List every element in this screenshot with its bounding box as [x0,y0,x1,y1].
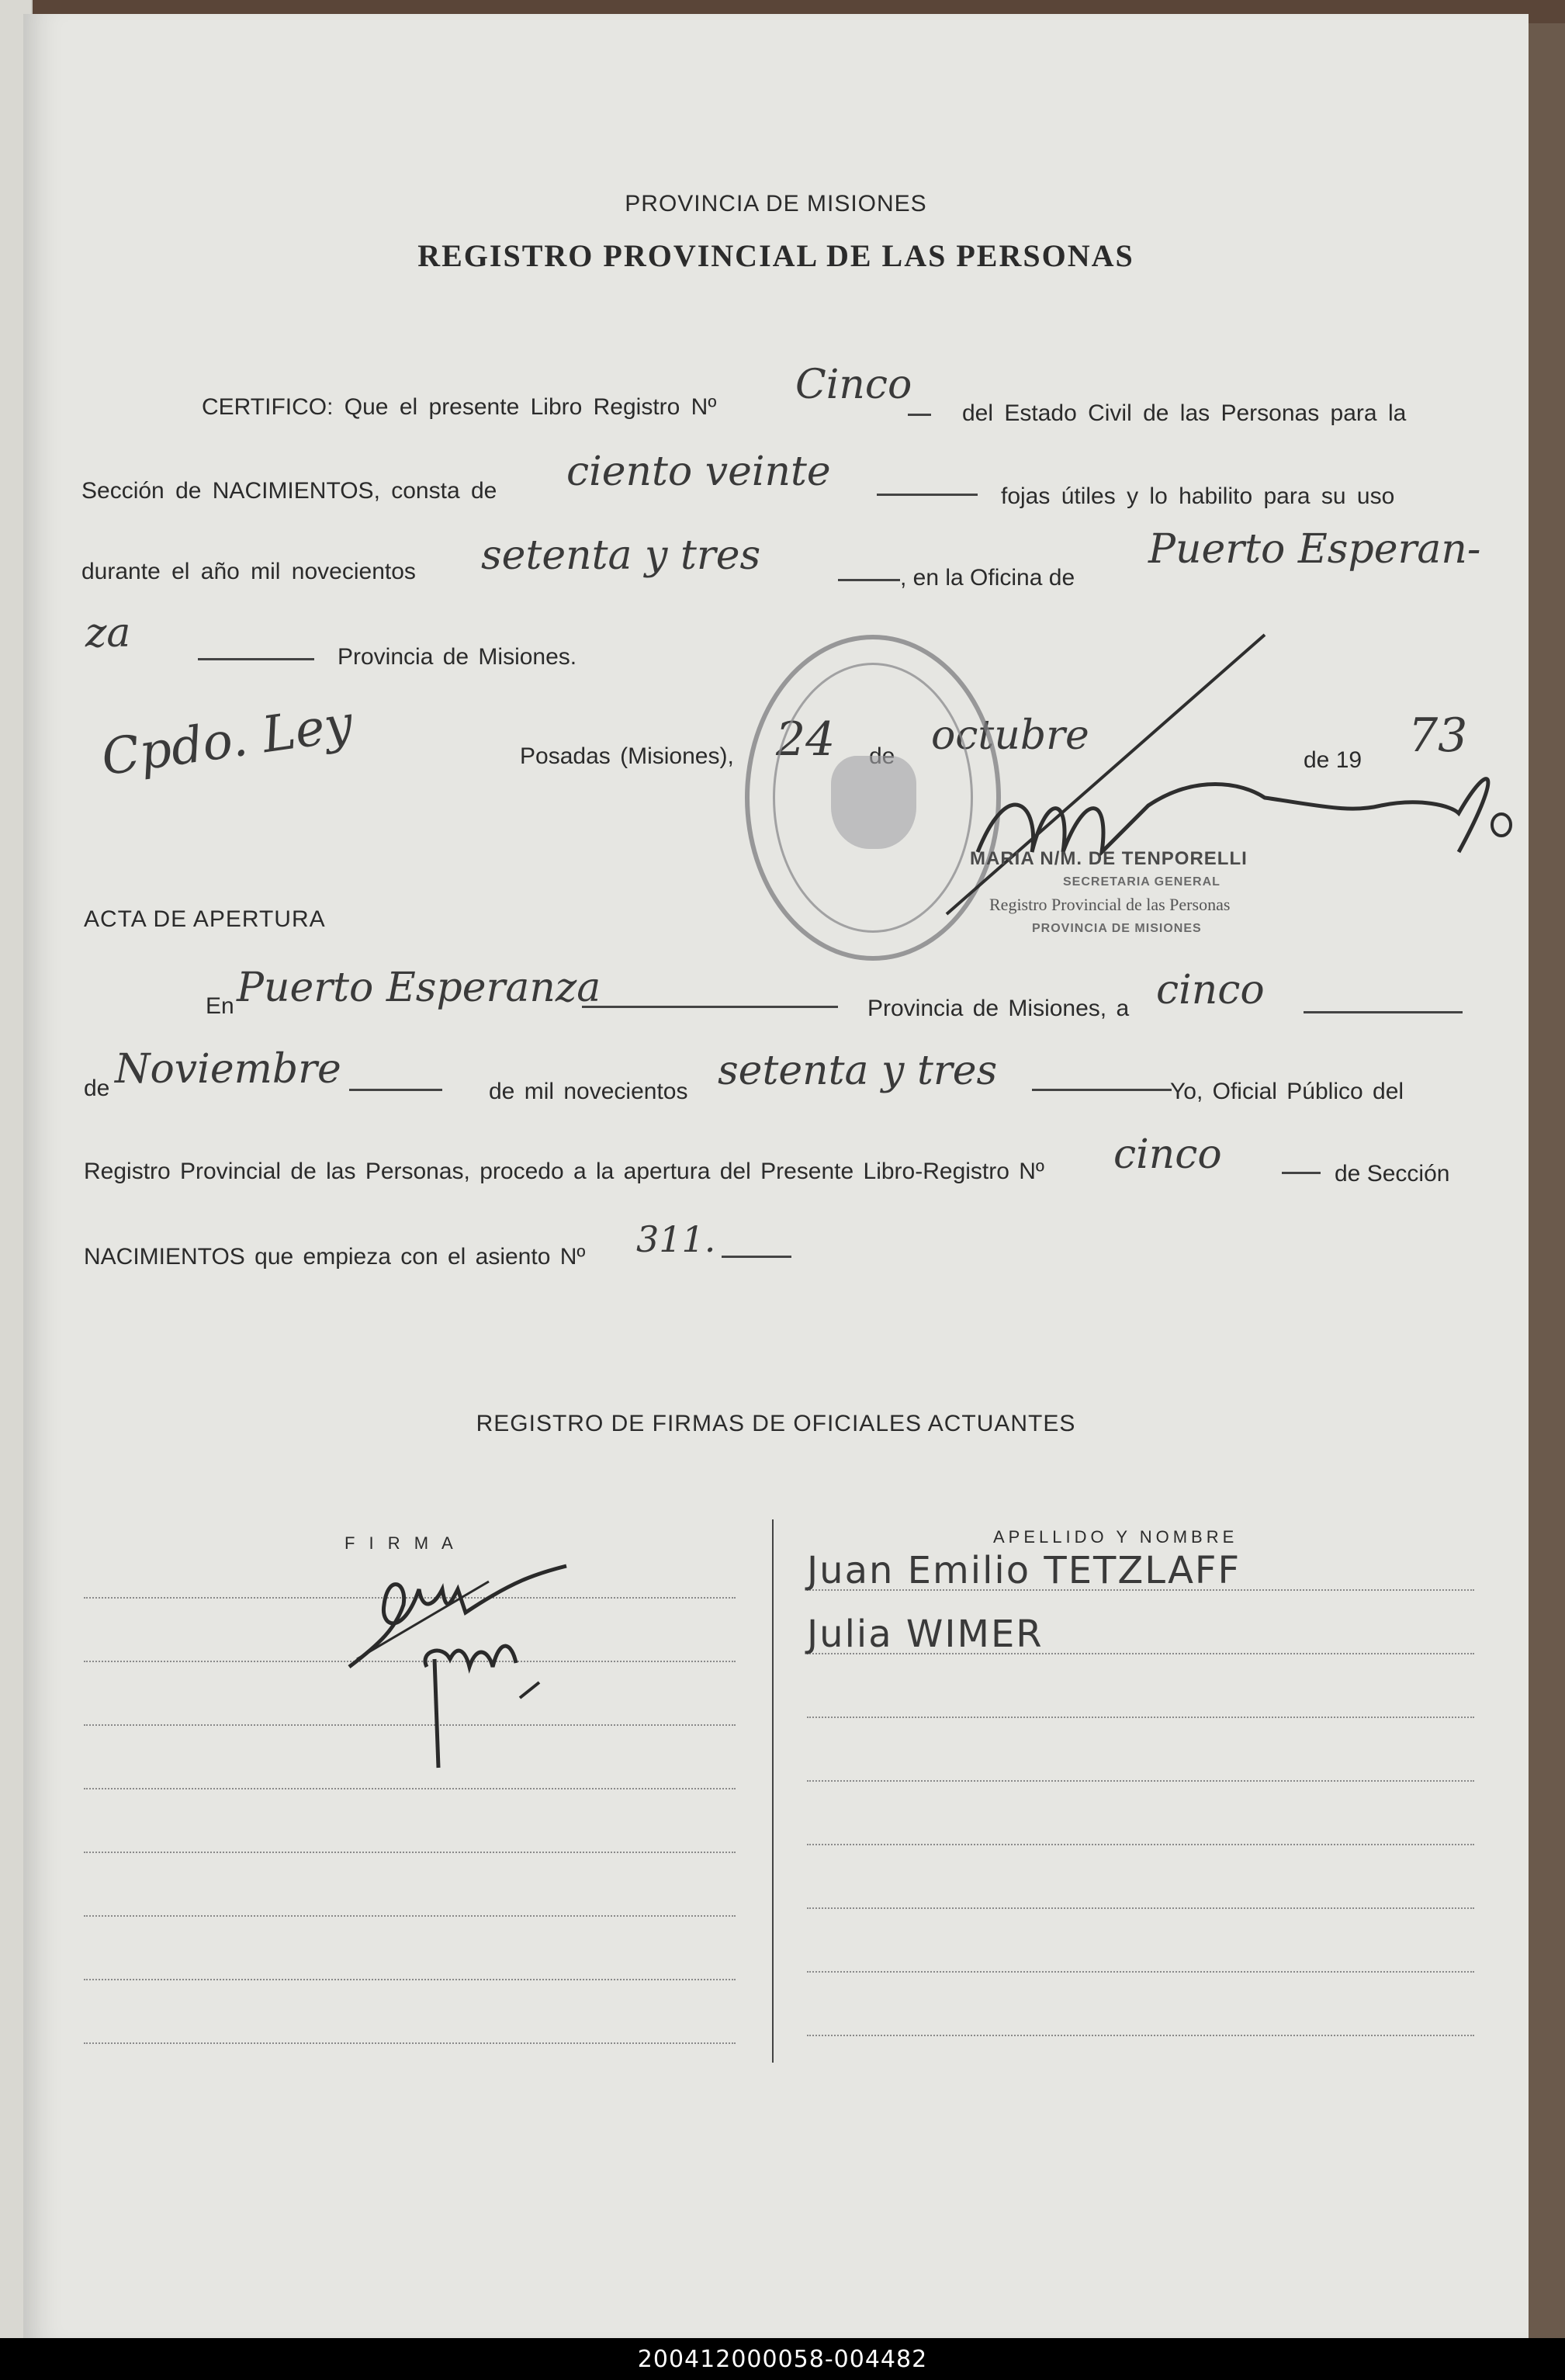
nombre-row-line [807,1971,1474,1973]
firma-row-line [84,1852,736,1853]
stamp-title: SECRETARIA GENERAL [1063,875,1220,889]
apertura-en: En [206,993,234,1019]
cert-libro-no: Cinco [795,362,912,408]
apertura-day-line [1304,1011,1463,1013]
cert-year-words: setenta y tres [481,532,761,579]
cert-line4-b: Provincia de Misiones. [338,644,577,670]
firma-row-line [84,2042,736,2044]
nombre-row-line [807,1780,1474,1782]
apertura-line2-b: de mil novecientos [489,1079,688,1104]
official-name: Juan Emilio TETZLAFF [807,1549,1241,1592]
apertura-month: Noviembre [115,1046,341,1093]
document-page [23,14,1529,2338]
cert-fojas: ciento veinte [566,449,831,495]
apertura-heading: ACTA DE APERTURA [84,906,326,932]
stamp-province: PROVINCIA DE MISIONES [1032,922,1202,935]
apertura-year-line [1032,1089,1172,1091]
apertura-year-words: setenta y tres [718,1048,998,1094]
cert-libro-no-line [908,414,931,416]
nombre-row-line [807,1717,1474,1718]
stamp-name: MARIA N/M. DE TENPORELLI [970,848,1248,869]
registry-heading: REGISTRO PROVINCIAL DE LAS PERSONAS [417,238,1134,273]
apertura-line3-b: de Sección [1335,1161,1450,1187]
apertura-place-line [582,1006,838,1008]
apertura-line2-c: Yo, Oficial Público del [1170,1079,1404,1104]
firma-column-header: F I R M A [345,1533,458,1553]
coat-of-arms-icon [831,756,916,849]
margin-note: Cpdo. Ley [98,695,357,788]
firma-row-line [84,1979,736,1980]
cert-month: octubre [931,712,1089,759]
apertura-line4-a: NACIMIENTOS que empieza con el asiento Nº [84,1244,586,1270]
cert-year-suffix: 73 [1408,708,1468,763]
cert-place: Posadas (Misiones), [520,743,734,769]
cert-year-line [838,579,900,581]
cert-line1-a: CERTIFICO: Que el presente Libro Registro Nº [202,394,717,420]
cert-day: 24 [776,712,836,767]
nombre-row-line [807,1844,1474,1845]
signature-secretaria [916,619,1552,930]
signature-officials [334,1535,644,1799]
apertura-line3-a: Registro Provincial de las Personas, procedo a la apertura del Presente Libro-Registro Nº [84,1159,1044,1184]
apertura-libro-no: cinco [1113,1131,1222,1178]
cert-line3-b: , en la Oficina de [900,565,1075,591]
apertura-asiento-line [722,1256,791,1258]
cert-office-cont: za [85,610,131,656]
stamp-office: Registro Provincial de las Personas [989,895,1231,914]
nombre-row-line [807,1907,1474,1909]
archive-id-bar [0,2338,1565,2380]
archive-id: 200412000058-004482 [637,2345,928,2373]
cert-office: Puerto Esperan- [1148,526,1481,573]
apertura-month-line [349,1089,442,1091]
cert-year-prefix: de 19 [1304,747,1362,773]
cert-line3-a: durante el año mil novecientos [81,559,416,584]
apertura-de: de [84,1076,110,1101]
official-name: Julia WIMER [807,1613,1044,1656]
cert-line1-b: del Estado Civil de las Personas para la [962,400,1407,426]
firmas-heading: REGISTRO DE FIRMAS DE OFICIALES ACTUANTES [476,1411,1076,1436]
apertura-libro-line [1282,1172,1321,1174]
firma-row-line [84,1915,736,1917]
apertura-place: Puerto Esperanza [237,965,601,1011]
cert-line2-b: fojas útiles y lo habilito para su uso [1001,483,1395,509]
nombre-row-line [807,2035,1474,2036]
cert-office-cont-line [198,658,314,660]
cert-line2-a: Sección de NACIMIENTOS, consta de [81,478,497,504]
province-heading: PROVINCIA DE MISIONES [625,191,927,217]
nombre-column-header: APELLIDO Y NOMBRE [993,1527,1238,1547]
apertura-asiento: 311. [636,1218,716,1260]
apertura-day-words: cinco [1156,967,1265,1013]
column-divider [772,1519,774,2063]
apertura-line1-b: Provincia de Misiones, a [867,996,1130,1021]
cert-fojas-line [877,494,978,496]
